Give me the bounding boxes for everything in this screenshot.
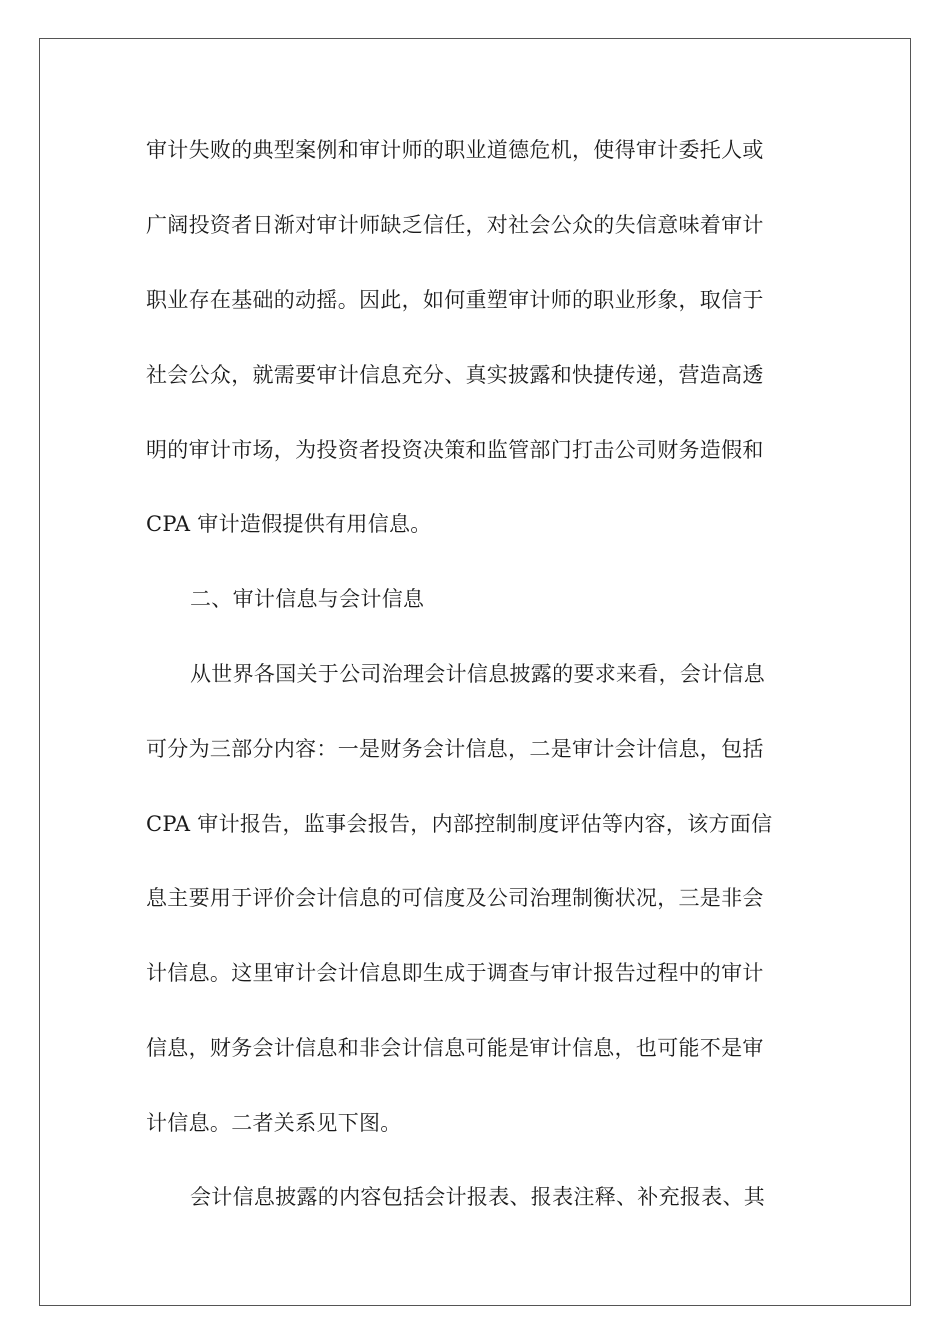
- paragraph-line-6: CPA 审计造假提供有用信息。: [146, 512, 432, 536]
- paragraph-line-5: 明的审计市场，为投资者投资决策和监管部门打击公司财务造假和: [146, 438, 764, 462]
- paragraph-line-8: 从世界各国关于公司治理会计信息披露的要求来看，会计信息: [190, 662, 766, 686]
- paragraph-line-14: 计信息。二者关系见下图。: [146, 1111, 402, 1135]
- paragraph-line-13: 信息，财务会计信息和非会计信息可能是审计信息，也可能不是审: [146, 1036, 764, 1060]
- paragraph-line-12: 计信息。这里审计会计信息即生成于调查与审计报告过程中的审计: [146, 961, 764, 985]
- paragraph-line-1: 审计失败的典型案例和审计师的职业道德危机，使得审计委托人或: [146, 138, 764, 162]
- paragraph-line-2: 广阔投资者日渐对审计师缺乏信任，对社会公众的失信意味着审计: [146, 213, 764, 237]
- paragraph-line-15: 会计信息披露的内容包括会计报表、报表注释、补充报表、其: [190, 1185, 766, 1209]
- paragraph-line-11: 息主要用于评价会计信息的可信度及公司治理制衡状况，三是非会: [146, 886, 764, 910]
- paragraph-line-9: 可分为三部分内容：一是财务会计信息，二是审计会计信息，包括: [146, 737, 764, 761]
- paragraph-line-3: 职业存在基础的动摇。因此，如何重塑审计师的职业形象，取信于: [146, 288, 764, 312]
- paragraph-line-10: CPA 审计报告，监事会报告，内部控制制度评估等内容，该方面信: [146, 812, 773, 836]
- section-heading: 二、审计信息与会计信息: [190, 587, 425, 611]
- paragraph-line-4: 社会公众，就需要审计信息充分、真实披露和快捷传递，营造高透: [146, 363, 764, 387]
